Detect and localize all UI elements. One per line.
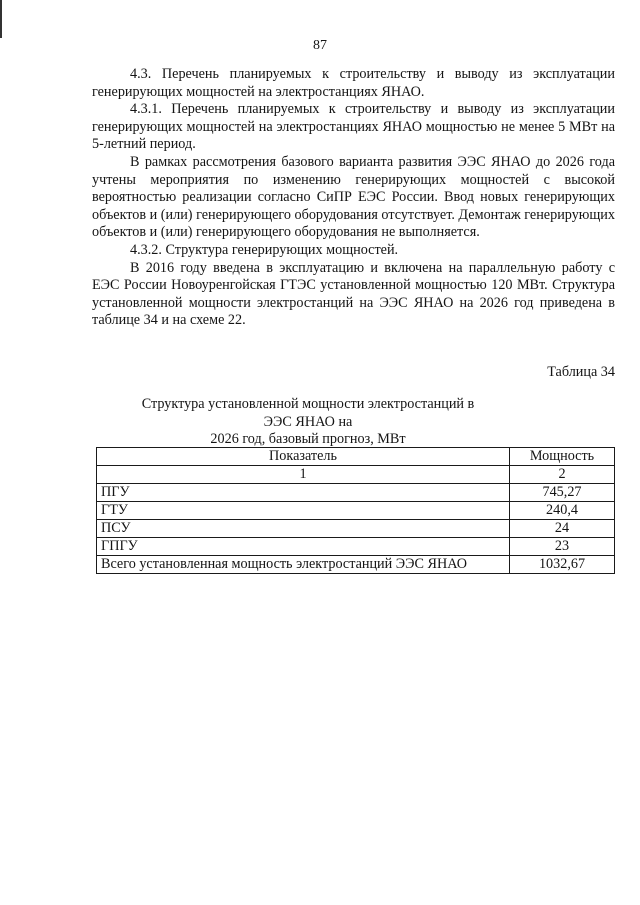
column-number-1: 1 [97, 466, 510, 484]
paragraph-base-scenario: В рамках рассмотрения базового варианта развития ЭЭС ЯНАО до 2026 года учтены мероприятия по изменению генерирующих мощностей с высокой вероятностью реализации согласно СиПР ЕЭС России. Ввод новых генерирующих объектов и (или) генерирующего оборудования отсутствует. Демонтаж генерирующих объектов и (или) генерирующего оборудования не выполняется. [92, 153, 615, 241]
row-value: 24 [510, 520, 615, 538]
table-numbering-row [97, 466, 615, 484]
table-label: Таблица 34 [547, 364, 615, 380]
table-row [97, 538, 615, 556]
column-number-2: 2 [510, 466, 615, 484]
page-number: 87 [313, 38, 327, 53]
header-capacity: Мощность [510, 448, 615, 466]
scan-edge-mark [0, 0, 2, 38]
table-title-line-1: Структура установленной мощности электростанций в ЭЭС ЯНАО на [141, 396, 475, 430]
header-indicator: Показатель [97, 448, 510, 466]
row-value: 745,27 [510, 484, 615, 502]
table-row [97, 502, 615, 520]
table-total-row [97, 556, 615, 574]
body-text [92, 66, 615, 330]
row-name: ПГУ [97, 484, 510, 502]
table-title [140, 396, 476, 449]
section-heading-4-3-2: 4.3.2. Структура генерирующих мощностей. [130, 241, 399, 258]
row-value: 240,4 [510, 502, 615, 520]
capacity-table [96, 447, 615, 574]
row-value: 23 [510, 538, 615, 556]
table-title-line-2: 2026 год, базовый прогноз, МВт [210, 431, 406, 448]
section-heading-4-3-1: 4.3.1. Перечень планируемых к строительству и выводу из эксплуатации генерирующих мощностей на электростанциях ЯНАО мощностью не менее 5 МВт на 5-летний период. [92, 101, 615, 153]
row-name: ПСУ [97, 520, 510, 538]
section-heading-4-3: 4.3. Перечень планируемых к строительству и выводу из эксплуатации генерирующих мощностей на электростанциях ЯНАО. [92, 66, 615, 100]
table-row [97, 484, 615, 502]
row-name: ГПГУ [97, 538, 510, 556]
row-name: ГТУ [97, 502, 510, 520]
table-row [97, 520, 615, 538]
total-row-value: 1032,67 [510, 556, 615, 574]
paragraph-gtes: В 2016 году введена в эксплуатацию и включена на параллельную работу с ЕЭС России Новоуренгойская ГТЭС установленной мощностью 120 МВт. Структура установленной мощности электростанций на ЭЭС ЯНАО на 2026 год приведена в таблице 34 и на схеме 22. [92, 259, 615, 329]
total-row-name: Всего установленная мощность электростанций ЭЭС ЯНАО [97, 556, 510, 574]
table-header-row [97, 448, 615, 466]
